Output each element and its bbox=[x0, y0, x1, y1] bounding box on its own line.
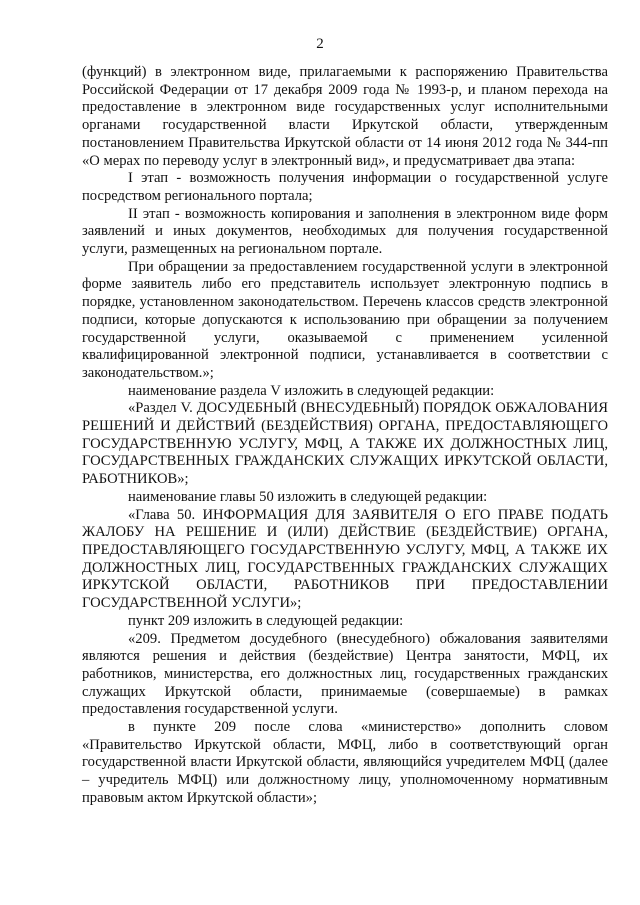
paragraph-electronic-signature: При обращении за предоставлением государственной услуги в электронной форме заявитель либо его представитель использует электронную подпись в порядке, установленном законодательством. Перечень классов средств электронной подписи, которые допускаются к использованию при обращении за получением государственной услуги, оказываемой с применением усиленной квалифицированной электронной подписи, устанавливается в соответствии с законодательством.»; bbox=[82, 258, 608, 381]
paragraph-stage-2: II этап - возможность копирования и заполнения в электронном виде форм заявлений и иных документов, необходимых для получения государственной услуги, размещенных на региональном портале. bbox=[82, 205, 608, 258]
paragraph-continuation: (функций) в электронном виде, прилагаемыми к распоряжению Правительства Российской Федерации от 17 декабря 2009 года № 1993-р, и планом перехода на предоставление в электронном виде государственных услуг исполнительными органами государственной власти Иркутской области, утвержденным постановлением Правительства Иркутской области от 14 июня 2012 года № 344-пп «О мерах по переводу услуг в электронный вид», и предусматривает два этапа: bbox=[82, 64, 608, 169]
paragraph-chapter-50-instruction: наименование главы 50 изложить в следующей редакции: bbox=[128, 488, 488, 505]
paragraph-stage-1: I этап - возможность получения информации о государственной услуге посредством регионального портала; bbox=[82, 170, 608, 204]
paragraph-item-209-text: «209. Предметом досудебного (внесудебного) обжалования заявителями являются решения и действия (бездействие) Центра занятости, МФЦ, их работников, министерства, его должностных лиц, государственных гражданских служащих Иркутской области, принимаемые (совершаемые) в рамках предоставления государственной услуги. bbox=[82, 630, 608, 718]
page-number: 2 bbox=[316, 36, 324, 52]
document-body bbox=[82, 64, 608, 808]
paragraph-section-v-title: «Раздел V. ДОСУДЕБНЫЙ (ВНЕСУДЕБНЫЙ) ПОРЯДОК ОБЖАЛОВАНИЯ РЕШЕНИЙ И ДЕЙСТВИЙ (БЕЗДЕЙСТВИЯ) ОРГАНА, ПРЕДОСТАВЛЯЮЩЕГО ГОСУДАРСТВЕННУЮ УСЛУГУ, МФЦ, А ТАКЖЕ ИХ ДОЛЖНОСТНЫХ ЛИЦ, ГОСУДАРСТВЕННЫХ ГРАЖДАНСКИХ СЛУЖАЩИХ ИРКУТСКОЙ ОБЛАСТИ, РАБОТНИКОВ»; bbox=[82, 400, 608, 488]
paragraph-item-209-amendment: в пункте 209 после слова «министерство» дополнить словом «Правительство Иркутской области, МФЦ, либо в соответствующий орган государственной власти Иркутской области, являющийся учредителем МФЦ (далее – учредитель МФЦ) или должностному лицу, уполномоченному нормативным правовым актом Иркутской области»; bbox=[82, 719, 608, 806]
paragraph-section-v-instruction: наименование раздела V изложить в следующей редакции: bbox=[128, 382, 495, 399]
paragraph-item-209-instruction: пункт 209 изложить в следующей редакции: bbox=[128, 612, 404, 629]
paragraph-chapter-50-title: «Глава 50. ИНФОРМАЦИЯ ДЛЯ ЗАЯВИТЕЛЯ О ЕГО ПРАВЕ ПОДАТЬ ЖАЛОБУ НА РЕШЕНИЕ И (ИЛИ) ДЕЙСТВИЕ (БЕЗДЕЙСТВИЕ) ОРГАНА, ПРЕДОСТАВЛЯЮЩЕГО ГОСУДАРСТВЕННУЮ УСЛУГУ, МФЦ, А ТАКЖЕ ИХ ДОЛЖНОСТНЫХ ЛИЦ, ГОСУДАРСТВЕННЫХ ГРАЖДАНСКИХ СЛУЖАЩИХ ИРКУТСКОЙ ОБЛАСТИ, РАБОТНИКОВ ПРИ ПРЕДОСТАВЛЕНИИ ГОСУДАРСТВЕННОЙ УСЛУГИ»; bbox=[82, 506, 608, 612]
